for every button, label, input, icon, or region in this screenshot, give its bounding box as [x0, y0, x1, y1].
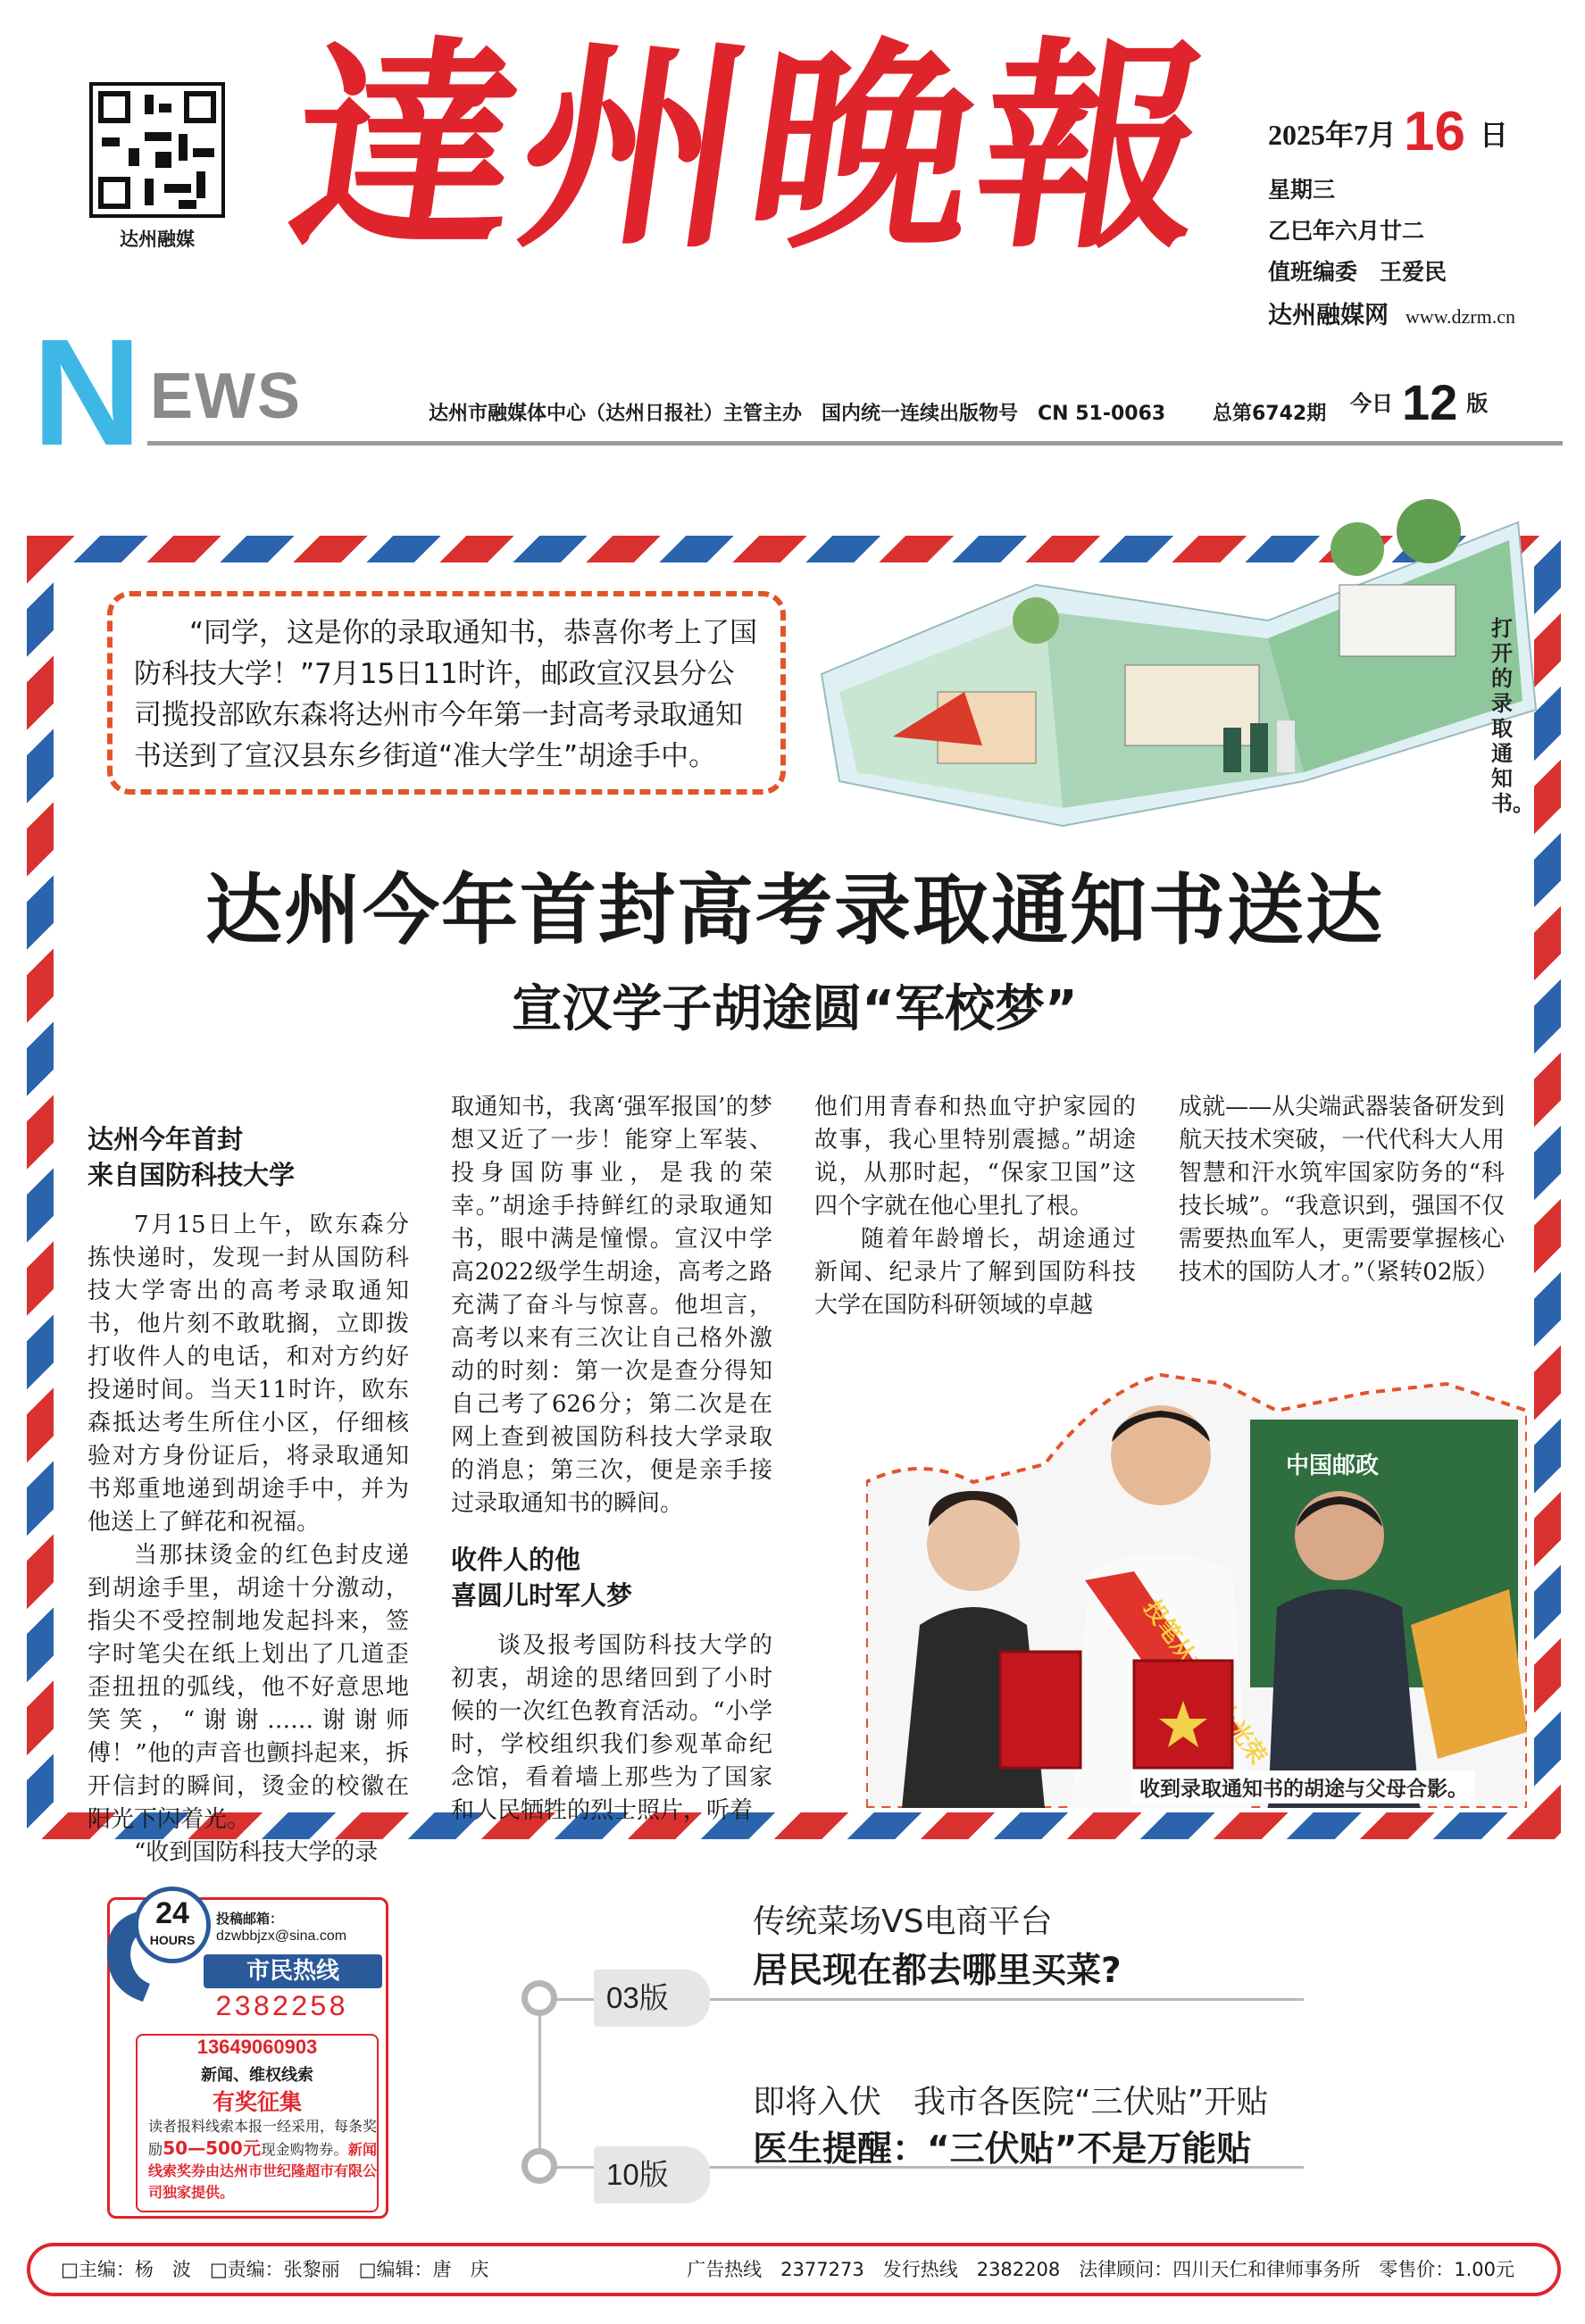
article-paragraph: 7月15日上午，欧东森分拣快递时，发现一封从国防科技大学寄出的高考录取通知书，他片刻不敢耽搁，立即拨打收件人的电话，和对方约好投递时间。当天11时许，欧东森抵达考生所住小区，仔细核验对方身份证后，将录取通知书郑重地递到胡途手中，并为他送上了鲜花和祝福。: [88, 1212, 409, 1536]
article-paragraph: 当那抹烫金的红色封皮递到胡途手里，胡途十分激动，指尖不受控制地发起抖来，签字时笔尖在纸上划出了几道歪歪扭扭的弧线，他不好意思地笑笑，“谢谢……谢谢师傅！”他的声音也颤抖起来，拆开信封的瞬间，烫金的校徽在阳光下闪着光。: [88, 1542, 409, 1833]
hours-badge: [134, 1887, 211, 1963]
weekday: 星期三: [1268, 177, 1336, 203]
date-prefix: 2025年7月: [1268, 119, 1397, 151]
lunar-date: 乙巳年六月廿二: [1268, 218, 1425, 244]
teaser-dot-1: [521, 1980, 557, 2016]
site-url[interactable]: www.dzrm.cn: [1405, 305, 1516, 328]
masthead-rule: [147, 441, 1563, 446]
article-paragraph: 他们用青春和热血守护家园的故事，我心里特别震撼。”胡途说，从那时起，“保家卫国”这四个字就在他心里扎了根。: [814, 1094, 1136, 1220]
article-paragraph: 随着年龄增长，胡途通过新闻、纪录片了解到国防科技大学在国防科研领域的卓越: [814, 1226, 1136, 1319]
today-label: 今日: [1350, 391, 1393, 416]
mail-address[interactable]: dzwbbjzx@sina.com: [216, 1928, 347, 1944]
sash-text: 投笔从戎: [1138, 1595, 1214, 1687]
teaser-dot-2: [521, 2148, 557, 2184]
hotline-mobile[interactable]: 13649060903: [196, 2036, 318, 2058]
teaser-page-2[interactable]: 10版: [594, 2146, 710, 2203]
today-page-count: 12: [1402, 374, 1458, 430]
tip-subtitle: 新闻、维权线索: [201, 2066, 313, 2085]
section-heading-1-line1: 达州今年首封: [88, 1124, 244, 1154]
qr-caption: 达州融媒: [120, 229, 195, 250]
teaser-page-1[interactable]: 03版: [594, 1970, 710, 2027]
admission-letter-illustration[interactable]: [804, 487, 1545, 844]
date-suffix: 日: [1479, 119, 1508, 151]
footer-editors: □主编：杨 波 □责编：张黎丽 □编辑：唐 庆: [61, 2259, 489, 2280]
teaser-kicker-2: 即将入伏 我市各医院“三伏贴”开贴: [753, 2084, 1269, 2120]
section-heading-2: [451, 1542, 772, 1613]
news-logo-ews: EWS: [150, 361, 303, 432]
article-column-4: [1179, 1091, 1505, 1289]
lead-paragraph: “同学，这是你的录取通知书，恭喜你考上了国防科技大学！”7月15日11时许，邮政宣汉县分公司揽投部欧东森将达州市今年第一封高考录取通知书送到了宣汉县东乡街道“准大学生”胡途手中。: [107, 591, 786, 795]
reward-title: 有奖征集: [212, 2089, 302, 2115]
hotline-title: 市民热线: [204, 1954, 382, 1988]
reward-description: [148, 2116, 377, 2203]
teaser-title-1[interactable]: 居民现在都去哪里买菜?: [753, 1951, 1122, 1991]
family-photo[interactable]: [866, 1357, 1527, 1808]
truck-text: 中国邮政: [1286, 1453, 1380, 1479]
site-name: 达州融媒网: [1268, 302, 1389, 329]
teaser-title-2[interactable]: 医生提醒：“三伏贴”不是万能贴: [753, 2129, 1252, 2170]
article-column-1: [88, 1116, 409, 1870]
section-heading-2-line1: 收件人的他: [451, 1545, 581, 1575]
newspaper-title: 達州晚報: [276, 16, 1228, 279]
publisher-line: 达州市融媒体中心（达州日报社）主管主办 国内统一连续出版物号 CN 51-0063: [429, 403, 1166, 425]
article-paragraph: 成就——从尖端武器装备研发到航天技术突破，一代代科大人用智慧和汗水筑牢国家防务的“科技长城”。“我意识到，强国不仅需要热血军人，更需要掌握核心技术的国防人才。”（紧转02版）: [1179, 1094, 1505, 1286]
subheadline: 宣汉学子胡途圆“军校梦”: [512, 980, 1078, 1038]
photo-caption: 收到录取通知书的胡途与父母合影。: [1132, 1770, 1475, 1803]
hotline-number[interactable]: 2382258: [214, 1991, 348, 2024]
illustration-caption: 打开的录取通知书。: [1491, 615, 1534, 816]
reward-amount: 50—500元: [163, 2137, 262, 2159]
section-heading-2-line2: 喜圆儿时军人梦: [451, 1580, 633, 1611]
date-block: [1268, 100, 1563, 330]
duty-editor: 值班编委 王爱民: [1268, 259, 1447, 285]
section-heading-1-line2: 来自国防科技大学: [88, 1160, 296, 1190]
teaser-kicker-1: 传统菜场VS电商平台: [753, 1903, 1053, 1940]
article-paragraph: “收到国防科技大学的录: [134, 1839, 379, 1866]
reward-desc-1: 读者报料线索本报一经采用，每条奖励: [148, 2118, 378, 2158]
article-paragraph: 谈及报考国防科技大学的初衷，胡途的思绪回到了小时候的一次红色教育活动。“小学时，学校组织我们参观革命纪念馆，看着墙上那些为了国家和人民牺牲的烈士照片，听着: [451, 1632, 772, 1824]
today-pages: [1350, 373, 1488, 431]
issue-number: 总第6742期: [1213, 403, 1327, 425]
date-day: 16: [1404, 101, 1465, 162]
today-unit: 版: [1466, 391, 1489, 416]
section-heading-1: [88, 1121, 409, 1193]
qr-code[interactable]: [89, 82, 225, 218]
hours-number: 24: [155, 1896, 189, 1930]
reward-sponsor: 新闻线索奖券由达州市世纪隆超市有限公司独家提供。: [148, 2141, 378, 2201]
mail-label: 投稿邮箱：: [216, 1911, 284, 1927]
article-column-2: [451, 1091, 772, 1828]
hours-label: HOURS: [149, 1933, 196, 1947]
footer-contacts: 广告热线 2377273 发行热线 2382208 法律顾问：四川天仁和律师事务所 零售价：1.00元: [687, 2259, 1514, 2280]
news-logo-n: N: [32, 308, 142, 478]
reward-desc-2: 现金购物券。: [261, 2141, 348, 2158]
article-paragraph: 取通知书，我离‘强军报国’的梦想又近了一步！能穿上军装、投身国防事业，是我的荣幸。”胡途手持鲜红的录取通知书，眼中满是憧憬。宣汉中学高2022级学生胡途，高考之路充满了奋斗与惊喜。他坦言，高考以来有三次让自己格外激动的时刻：第一次是查分得知自己考了626分；第二次是在网上查到被国防科技大学录取的消息；第三次，便是亲手接过录取通知书的瞬间。: [451, 1094, 772, 1517]
footer-bar: [27, 2243, 1561, 2296]
article-column-3: [814, 1091, 1136, 1322]
headline: 达州今年首封高考录取通知书送达: [205, 866, 1384, 955]
